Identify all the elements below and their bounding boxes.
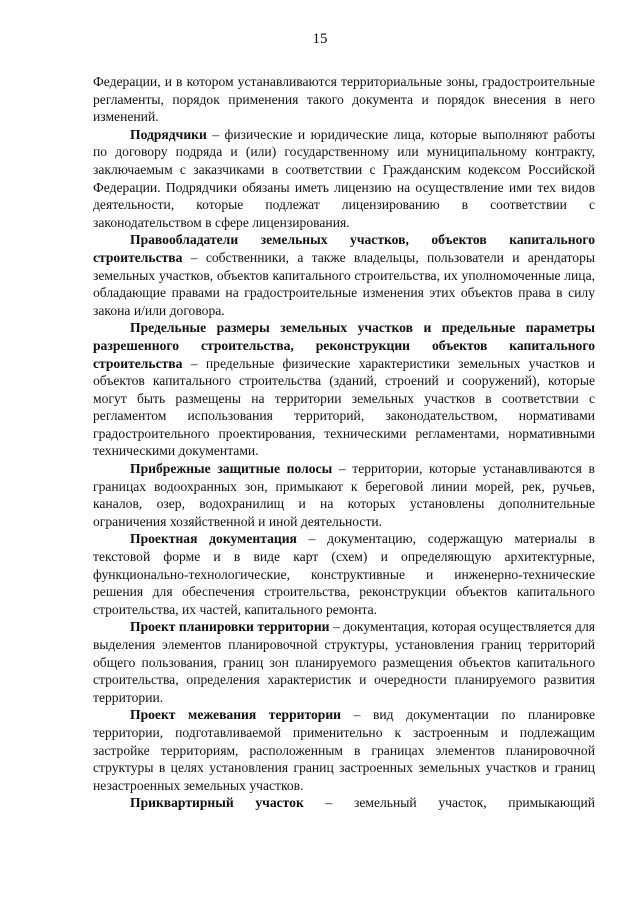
definition-term: Предельные размеры земельных участков и предельные параметры разрешенного строительства, реконструкции объектов капитального строительства: [93, 320, 595, 371]
definition-term: Правообладатели земельных участков, объектов капитального строительства: [93, 232, 595, 265]
definition-term: Проект планировки территории: [130, 619, 330, 635]
definition-text: – физические и юридические лица, которые выполняют работы по договору подряда и (или) государственному или муниципальному контракту, заключаемым с заказчиками в соответствии с Гражданским кодексом Российской Федерации. Подрядчики обязаны иметь лицензию на осуществление ими тех видов деятельности, которые подлежат лицензированию в соответствии с законодательством в сфере лицензирования.: [93, 126, 595, 230]
definition-text: – вид документации по планировке территории, подготавливаемой применительно к застроенным и подлежащим застройке территориям, расположенным в границах элементов планировочной структуры в целях установления границ застроенных земельных участков и границ незастроенных земельных участков.: [93, 707, 595, 793]
definition-text: – земельный участок, примыкающий: [303, 795, 595, 811]
definition-text: – предельные физические характеристики земельных участков и объектов капитального строительства (зданий, строений и сооружений), которые могут быть размещены на территории земельных участков в соответствии с регламентом использования территорий, законодательством, нормативами градостроительного проектирования, техническими регламентами, нормативными техническими документами.: [93, 355, 595, 459]
paragraph-surveying-project: [93, 706, 595, 794]
paragraph-limit-sizes: [93, 319, 595, 460]
paragraph-rightholders: [93, 231, 595, 319]
paragraph-planning-project: [93, 618, 595, 706]
paragraph-federation-continuation: [93, 73, 595, 126]
definition-term: Приквартирный участок: [130, 795, 304, 811]
document-body: [93, 73, 595, 812]
paragraph-contractors: [93, 126, 595, 232]
definition-term: Подрядчики: [130, 126, 207, 142]
definition-term: Проектная документация: [130, 531, 297, 547]
definition-term: Прибрежные защитные полосы: [130, 461, 333, 477]
definition-text: – собственники, а также владельцы, пользователи и арендаторы земельных участков, объектов капитального строительства, их уполномоченные лица, обладающие правами на градостроительные изменения этих объектов права в силу закона и/или договора.: [93, 249, 595, 318]
paragraph-project-documentation: [93, 530, 595, 618]
definition-text: – территории, которые устанавливаются в границах водоохранных зон, примыкают к береговой линии морей, рек, ручьев, каналов, озер, водохранилищ и на которых установлены дополнительные ограничения хозяйственной и иной деятельности.: [93, 461, 595, 529]
paragraph-adjacent-plot: [93, 794, 595, 812]
definition-text: – документация, которая осуществляется для выделения элементов планировочной структуры, установления границ территорий общего пользования, границ зон планируемого размещения объектов капитального строительства, определения характеристик и очередности планируемого развития территории.: [93, 619, 595, 705]
paragraph-text: Федерации, и в котором устанавливаются территориальные зоны, градостроительные регламенты, порядок применения такого документа и порядок внесения в него изменений.: [93, 74, 595, 125]
definition-text: – документацию, содержащую материалы в текстовой форме и в виде карт (схем) и определяющую архитектурные, функционально-технологические, конструктивные и инженерно-технические решения для обеспечения строительства, реконструкции объектов капитального строительства, их частей, капитального ремонта.: [93, 531, 595, 617]
page-number: 15: [312, 31, 328, 47]
paragraph-coastal-strips: [93, 460, 595, 530]
definition-term: Проект межевания территории: [130, 707, 341, 723]
